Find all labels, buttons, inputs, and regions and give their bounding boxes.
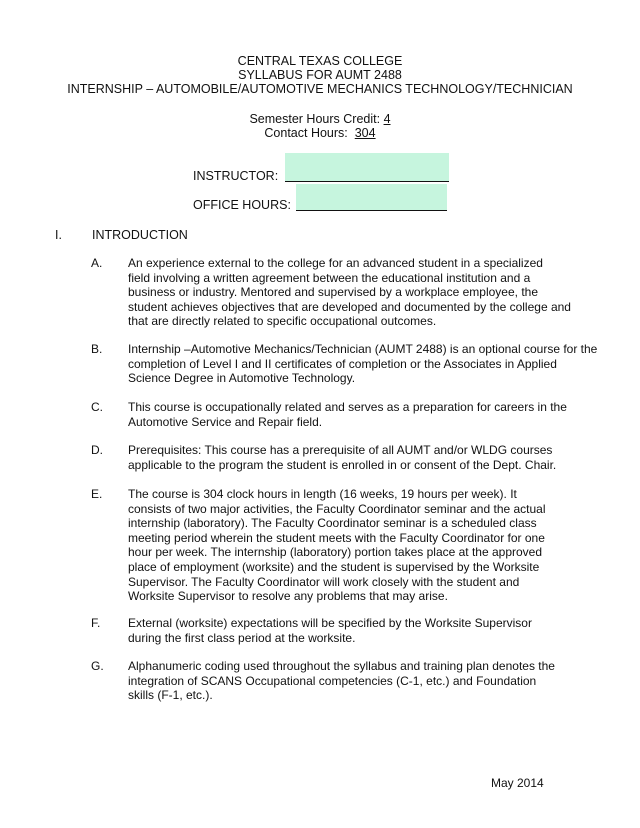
- list-item-text: [128, 256, 590, 329]
- list-item-line: applicable to the program the student is enrolled in or consent of the Dept. Chair.: [128, 457, 557, 472]
- list-item-line: business or industry. Mentored and supervised by a workplace employee, the: [128, 285, 538, 300]
- list-item-line: internship (laboratory). The Faculty Coordinator seminar is a scheduled class: [128, 516, 537, 531]
- list-item-letter: F.: [91, 616, 101, 630]
- list-item-line: The course is 304 clock hours in length (16 weeks, 19 hours per week). It: [128, 487, 517, 501]
- list-item-line: Alphanumeric coding used throughout the syllabus and training plan denotes the: [128, 659, 555, 673]
- credit-hours-block: [0, 112, 640, 140]
- list-item-text: [128, 659, 590, 703]
- instructor-field[interactable]: [285, 153, 449, 181]
- list-item-line: skills (F-1, etc.).: [128, 688, 213, 703]
- list-item-letter: A.: [91, 256, 103, 270]
- list-item-line: Prerequisites: This course has a prerequisite of all AUMT and/or WLDG courses: [128, 443, 553, 457]
- list-item-line: Internship –Automotive Mechanics/Technician (AUMT 2488) is an optional course for the: [128, 342, 598, 356]
- contact-hours-label: Contact Hours:: [264, 126, 348, 140]
- instructor-label: INSTRUCTOR:: [193, 169, 279, 183]
- list-item-line: consists of two major activities, the Faculty Coordinator seminar and the actual: [128, 501, 546, 516]
- section-title: INTRODUCTION: [92, 228, 188, 242]
- college-name: CENTRAL TEXAS COLLEGE: [237, 54, 403, 68]
- list-item-line: place of employment (worksite) and the student is supervised by the Worksite: [128, 559, 540, 574]
- list-item-text: [128, 487, 590, 604]
- instructor-underline: [285, 181, 449, 182]
- semester-hours-line: [0, 112, 640, 126]
- list-item-line: External (worksite) expectations will be specified by the Worksite Supervisor: [128, 616, 532, 630]
- office-hours-label: OFFICE HOURS:: [193, 198, 291, 212]
- list-item-letter: G.: [91, 659, 104, 673]
- list-item-line: meeting period wherein the student meets with the Faculty Coordinator for one: [128, 530, 545, 545]
- section-number: I.: [55, 228, 62, 242]
- office-hours-field[interactable]: [296, 184, 447, 210]
- contact-hours-value: 304: [354, 126, 376, 140]
- course-title: INTERNSHIP – AUTOMOBILE/AUTOMOTIVE MECHANICS TECHNOLOGY/TECHNICIAN: [67, 82, 573, 96]
- list-item-letter: B.: [91, 342, 103, 356]
- list-item-line: Automotive Service and Repair field.: [128, 414, 323, 429]
- list-item-letter: D.: [91, 443, 103, 457]
- footer-date: May 2014: [491, 776, 544, 790]
- list-item-letter: C.: [91, 400, 103, 414]
- office-hours-underline: [296, 210, 447, 211]
- list-item-line: completion of Level I and II certificates of completion or the Associates in Applied: [128, 356, 557, 371]
- document-header: [0, 54, 640, 96]
- list-item-line: during the first class period at the worksite.: [128, 630, 356, 645]
- list-item-text: [128, 400, 590, 429]
- syllabus-title: SYLLABUS FOR AUMT 2488: [238, 68, 402, 82]
- list-item-line: that are directly related to specific occupational outcomes.: [128, 314, 437, 329]
- list-item-line: Supervisor. The Faculty Coordinator will work closely with the student and: [128, 574, 520, 589]
- list-item-line: An experience external to the college for an advanced student in a specialized: [128, 256, 543, 270]
- list-item-line: student achieves objectives that are developed and documented by the college and: [128, 299, 571, 314]
- list-item-line: field involving a written agreement between the educational institution and a: [128, 270, 531, 285]
- list-item-text: [128, 443, 590, 472]
- semester-hours-label: Semester Hours Credit:: [249, 112, 381, 126]
- list-item-text: [128, 616, 590, 645]
- list-item-line: integration of SCANS Occupational competencies (C-1, etc.) and Foundation: [128, 673, 537, 688]
- list-item-line: hour per week. The internship (laboratory) portion takes place at the approved: [128, 545, 543, 560]
- list-item-line: Science Degree in Automotive Technology.: [128, 371, 356, 386]
- list-item-letter: E.: [91, 487, 103, 501]
- list-item-line: Worksite Supervisor to resolve any problems that may arise.: [128, 589, 448, 604]
- list-item-line: This course is occupationally related and serves as a preparation for careers in the: [128, 400, 567, 414]
- list-item-text: [128, 342, 598, 386]
- contact-hours-line: [0, 126, 640, 140]
- semester-hours-value: 4: [383, 112, 391, 126]
